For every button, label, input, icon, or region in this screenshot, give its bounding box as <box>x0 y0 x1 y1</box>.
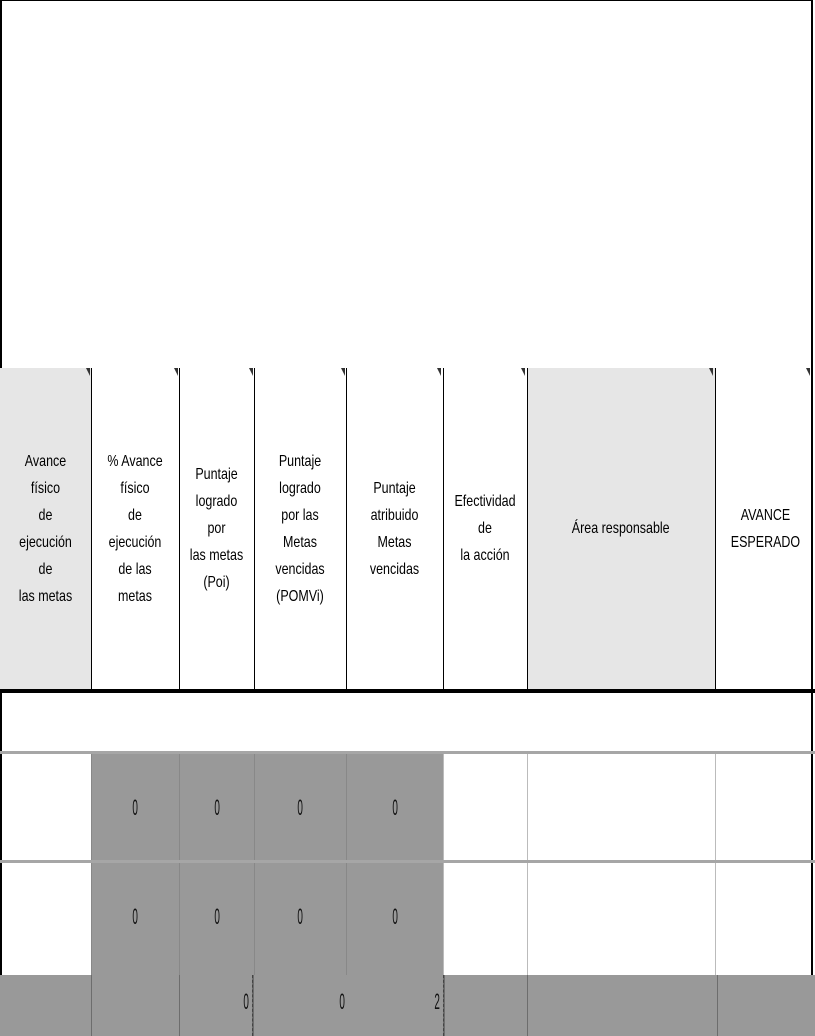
comment-marker-icon[interactable] <box>521 368 525 376</box>
cell-poi[interactable]: 0 <box>214 795 220 820</box>
cell-avance-pct[interactable]: 0 <box>132 904 139 929</box>
cell-atribuido[interactable]: 0 <box>392 795 398 820</box>
column-divider <box>443 975 445 1036</box>
comment-marker-icon[interactable] <box>86 368 90 376</box>
column-divider <box>254 368 255 690</box>
cell-avance-pct[interactable]: 0 <box>132 795 139 820</box>
column-divider <box>443 754 444 975</box>
totals-row <box>0 975 815 1036</box>
header-area-responsable[interactable]: Área responsable <box>527 368 715 689</box>
total-poi[interactable]: 0 <box>243 989 249 1014</box>
header-efectividad[interactable]: Efectividad de la acción <box>454 493 516 564</box>
total-atribuido[interactable]: 2 <box>434 989 440 1014</box>
comment-marker-icon[interactable] <box>341 368 345 376</box>
header-border <box>0 689 815 693</box>
header-puntaje-pomvi[interactable]: Puntaje logrado por las Metas vencidas (POMVi) <box>275 452 325 605</box>
column-divider <box>346 368 347 690</box>
column-divider <box>91 975 92 1036</box>
column-divider <box>715 368 716 690</box>
cell-pomvi[interactable]: 0 <box>297 904 304 929</box>
cell-atribuido[interactable]: 0 <box>392 904 398 929</box>
column-divider <box>179 368 180 690</box>
header-pct-avance-fisico[interactable]: % Avance físico de ejecución de las metas <box>107 452 163 605</box>
cell-pomvi[interactable]: 0 <box>297 795 304 820</box>
column-divider <box>715 754 716 975</box>
header-puntaje-poi[interactable]: Puntaje logrado por las metas (Poi) <box>189 466 244 591</box>
column-divider <box>527 754 528 975</box>
spreadsheet <box>0 368 815 1036</box>
total-pomvi[interactable]: 0 <box>339 989 345 1014</box>
comment-marker-icon[interactable] <box>806 368 810 376</box>
header-avance-esperado[interactable]: AVANCE ESPERADO <box>730 506 800 551</box>
header-avance-fisico[interactable]: Avance físico de ejecución de las metas <box>0 368 91 689</box>
comment-marker-icon[interactable] <box>174 368 178 376</box>
header-puntaje-atribuido[interactable]: Puntaje atribuido Metas vencidas <box>369 479 420 578</box>
column-divider <box>717 975 718 1036</box>
column-divider <box>527 368 528 690</box>
column-divider <box>443 368 444 690</box>
column-divider <box>252 975 254 1036</box>
comment-marker-icon[interactable] <box>437 368 441 376</box>
column-divider <box>91 368 92 690</box>
comment-marker-icon[interactable] <box>709 368 713 376</box>
column-divider <box>527 975 528 1036</box>
comment-marker-icon[interactable] <box>249 368 253 376</box>
column-divider <box>179 975 180 1036</box>
cell-poi[interactable]: 0 <box>214 904 220 929</box>
